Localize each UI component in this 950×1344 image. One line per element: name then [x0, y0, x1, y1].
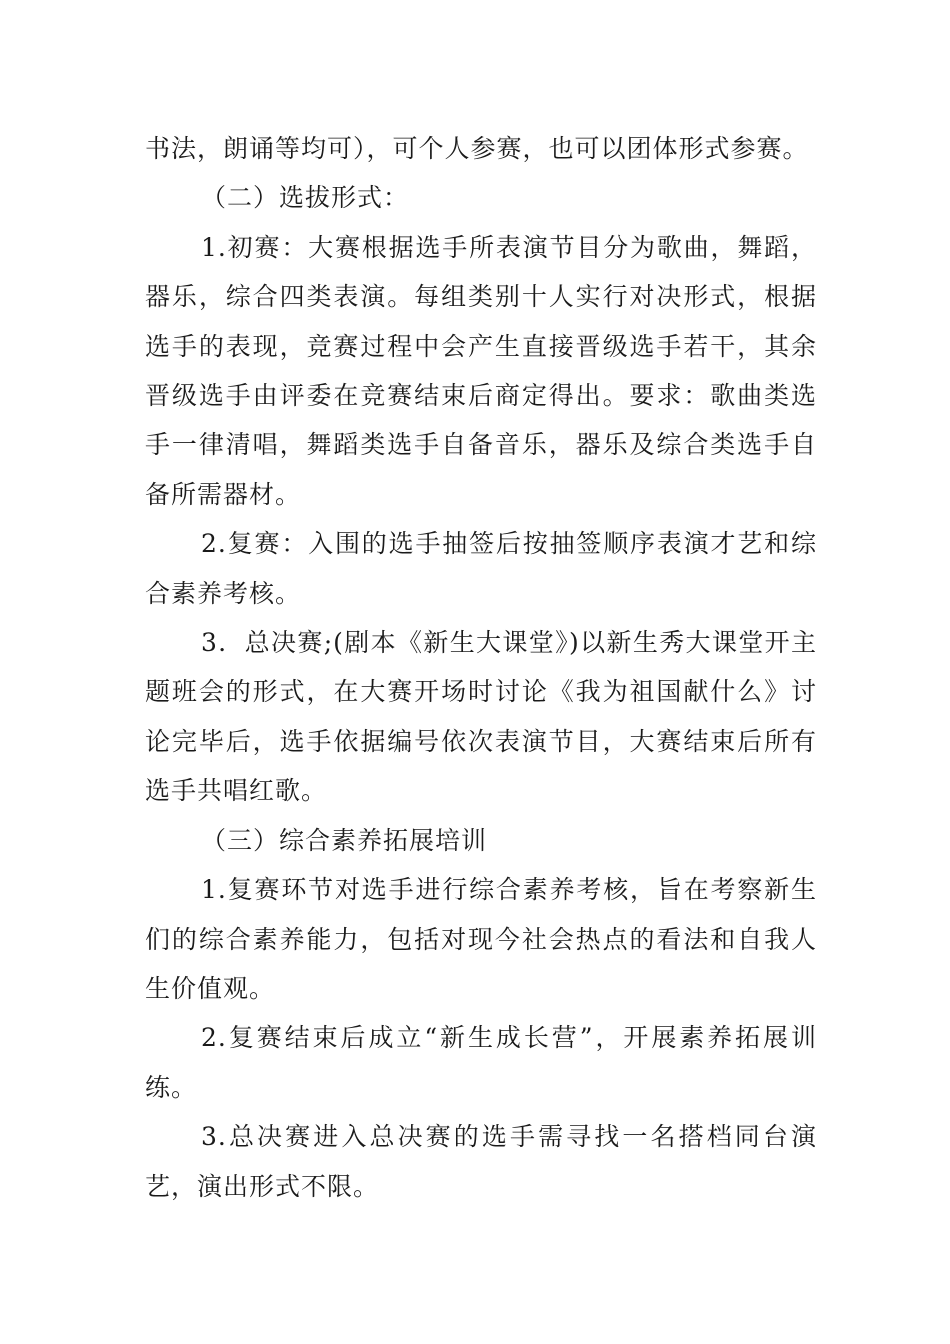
- paragraph-semifinal: 2.复赛：入围的选手抽签后按抽签顺序表演才艺和综合素养考核。: [145, 529, 817, 608]
- paragraph-continuation: 书法，朗诵等均可），可个人参赛，也可以团体形式参赛。: [145, 134, 809, 163]
- paragraph-training-assessment: 1.复赛环节对选手进行综合素养考核，旨在考察新生们的综合素养能力，包括对现今社会热点的看法和自我人生价值观。: [145, 875, 817, 1003]
- paragraph-preliminary-round: 1.初赛：大赛根据选手所表演节目分为歌曲，舞蹈，器乐，综合四类表演。每组类别十人实行对决形式，根据选手的表现，竞赛过程中会产生直接晋级选手若干，其余晋级选手由评委在竞赛结束后商定得出。要求：歌曲类选手一律清唱，舞蹈类选手自备音乐，器乐及综合类选手自备所需器材。: [145, 232, 817, 509]
- section-heading-selection-format: （二）选拔形式：: [201, 183, 410, 213]
- section-heading-training: （三）综合素养拓展培训: [201, 825, 488, 855]
- document-body: [145, 124, 817, 1211]
- paragraph-final-partner: 3.总决赛进入总决赛的选手需寻找一名搭档同台演艺，演出形式不限。: [145, 1122, 817, 1201]
- paragraph-growth-camp: 2.复赛结束后成立“新生成长营”，开展素养拓展训练。: [145, 1023, 817, 1102]
- paragraph-final: 3．总决赛;(剧本《新生大课堂》)以新生秀大课堂开主题班会的形式，在大赛开场时讨论《我为祖国献什么》讨论完毕后，选手依据编号依次表演节目，大赛结束后所有选手共唱红歌。: [145, 628, 817, 806]
